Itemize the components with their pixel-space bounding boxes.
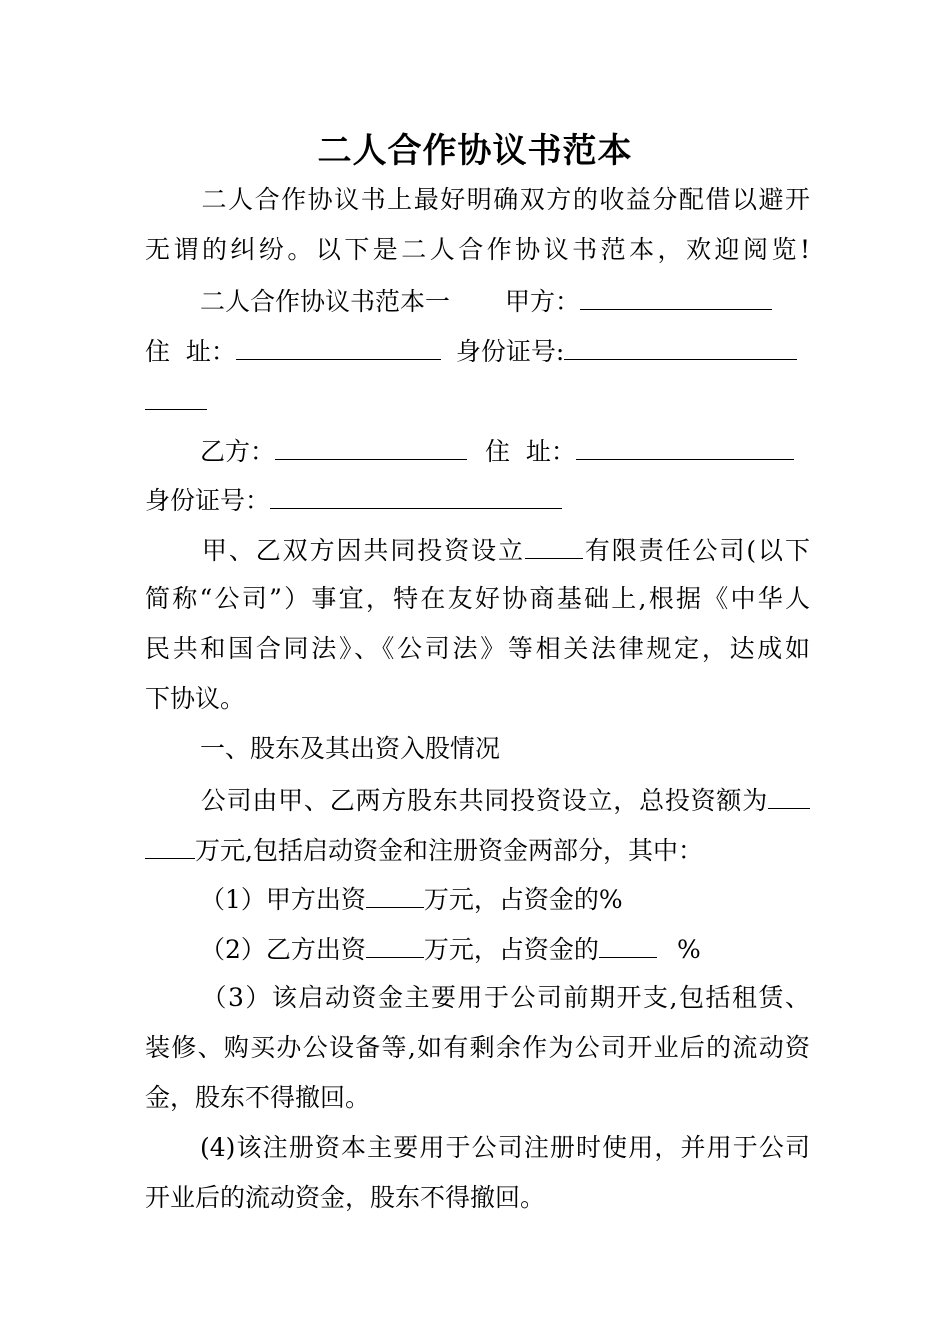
party-b-address-label: 住 址： [485, 437, 576, 466]
address-blank [236, 333, 441, 360]
item-4-text-1: (4)该注册资本主要用于公司注册时使用，并用于公司 [200, 1133, 810, 1162]
preamble-line-4: 下协议。 [145, 684, 246, 713]
party-b-amount-blank [366, 931, 424, 958]
party-b-label: 乙方： [200, 437, 276, 466]
intro-line-1 [145, 183, 810, 217]
item-4-line-1 [145, 1131, 810, 1165]
address-label: 住 址： [145, 337, 236, 366]
party-a-label: 甲方： [505, 287, 581, 316]
id-continuation-row [145, 383, 810, 419]
item-1-text-a: （1）甲方出资 [200, 885, 366, 914]
section-1-text-2: 万元,包括启动资金和注册资金两部分，其中： [195, 836, 703, 865]
preamble-line-3: 民共和国合同法》、《公司法》等相关法律规定，达成如 [145, 634, 810, 663]
intro-text-1: 二人合作协议书上最好明确双方的收益分配借以避开 [200, 185, 810, 214]
party-a-amount-blank [366, 881, 424, 908]
section-1-heading: 一、股东及其出资入股情况 [200, 734, 501, 763]
id-label: 身份证号: [455, 337, 565, 366]
preamble-text-1a: 甲、乙双方因共同投资设立 [200, 536, 525, 565]
section-1-text-1: 公司由甲、乙两方股东共同投资设立，总投资额为 [200, 786, 768, 815]
intro-line-2: 无谓的纠纷。以下是二人合作协议书范本，欢迎阅览! [145, 235, 810, 264]
section-1-heading-row [145, 732, 810, 766]
document-title: 二人合作协议书范本 [317, 131, 633, 171]
party-b-id-blank [270, 482, 562, 509]
item-3-line-1 [145, 981, 810, 1015]
party-a-row [145, 283, 810, 319]
sample-heading: 二人合作协议书范本一 [200, 287, 451, 316]
party-a-blank [580, 283, 772, 310]
item-3-line-2: 装修、购买办公设备等,如有剩余作为公司开业后的流动资 [145, 1033, 810, 1062]
item-2-text-c: % [676, 935, 701, 964]
party-b-blank [275, 433, 467, 460]
section-1-line-1 [145, 782, 810, 818]
id-blank-continued [145, 383, 207, 410]
party-b-address-blank [576, 433, 794, 460]
party-b-percent-blank [599, 931, 657, 958]
item-2-text-a: （2）乙方出资 [200, 935, 366, 964]
item-4-line-2: 开业后的流动资金，股东不得撤回。 [145, 1183, 546, 1212]
total-investment-blank [768, 782, 810, 809]
preamble-line-2: 简称“公司”）事宜，特在友好协商基础上,根据《中华人 [145, 584, 810, 613]
total-investment-blank-continued [145, 832, 195, 859]
preamble-text-1b: 有限责任公司(以下 [582, 536, 810, 565]
item-2-row [145, 931, 810, 967]
company-name-blank [525, 532, 583, 559]
section-1-line-2 [145, 832, 810, 868]
item-3-line-3: 金，股东不得撤回。 [145, 1083, 371, 1112]
preamble-line-1 [145, 532, 810, 568]
item-1-row [145, 881, 810, 917]
party-b-id-row [145, 482, 810, 518]
id-blank [564, 333, 797, 360]
item-3-text-1: （3）该启动资金主要用于公司前期开支,包括租赁、 [200, 983, 810, 1012]
item-2-text-b: 万元，占资金的 [423, 935, 599, 964]
item-1-text-b: 万元，占资金的% [423, 885, 623, 914]
party-b-id-label: 身份证号： [145, 486, 271, 515]
party-a-address-row [145, 333, 810, 369]
party-b-row [145, 433, 810, 469]
